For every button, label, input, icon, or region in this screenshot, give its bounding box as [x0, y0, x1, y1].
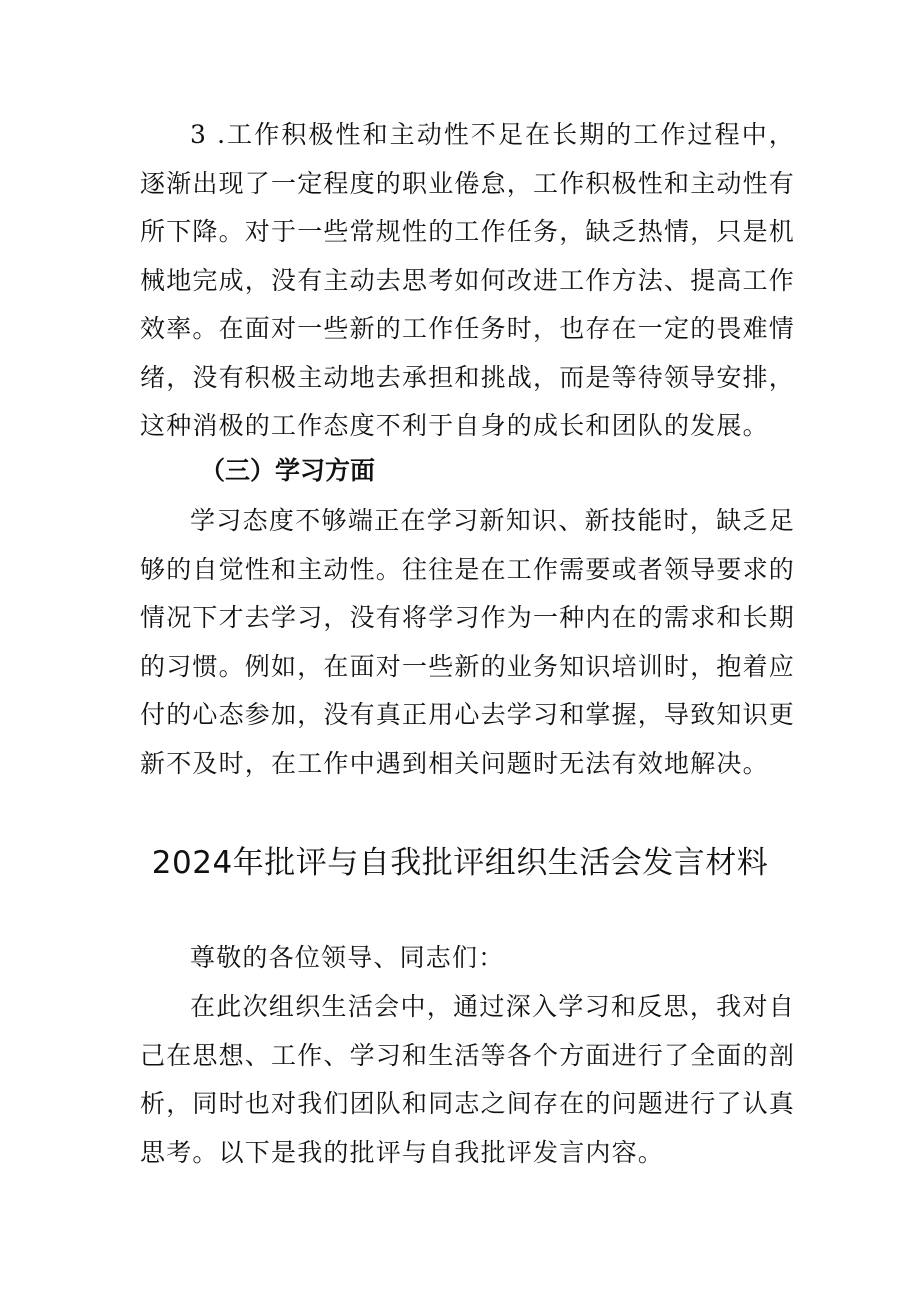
intro-paragraph: 在此次组织生活会中，通过深入学习和反思，我对自己在思想、工作、学习和生活等各个方面进行了全面的剖析，同时也对我们团队和同志之间存在的问题进行了认真思考。以下是我的批评与自我批评发言内容。 [140, 992, 796, 1167]
salutation: 尊敬的各位领导、同志们： [190, 943, 505, 972]
work-initiative-paragraph: 3 .工作积极性和主动性不足在长期的工作过程中，逐渐出现了一定程度的职业倦怠，工作积极性和主动性有所下降。对于一些常规性的工作任务，缺乏热情，只是机械地完成，没有主动去思考如何改进工作方法、提高工作效率。在面对一些新的工作任务时，也存在一定的畏难情绪，没有积极主动地去承担和挑战，而是等待领导安排，这种消极的工作态度不利于自身的成长和团队的发展。 [140, 120, 796, 440]
study-section-heading: （三）学习方面 [200, 456, 376, 485]
document-title: 2024年批评与自我批评组织生活会发言材料 [151, 845, 769, 881]
study-attitude-paragraph: 学习态度不够端正在学习新知识、新技能时，缺乏足够的自觉性和主动性。往往是在工作需要或者领导要求的情况下才去学习，没有将学习作为一种内在的需求和长期的习惯。例如，在面对一些新的业务知识培训时，抱着应付的心态参加，没有真正用心去学习和掌握，导致知识更新不及时，在工作中遇到相关问题时无法有效地解决。 [140, 506, 796, 778]
